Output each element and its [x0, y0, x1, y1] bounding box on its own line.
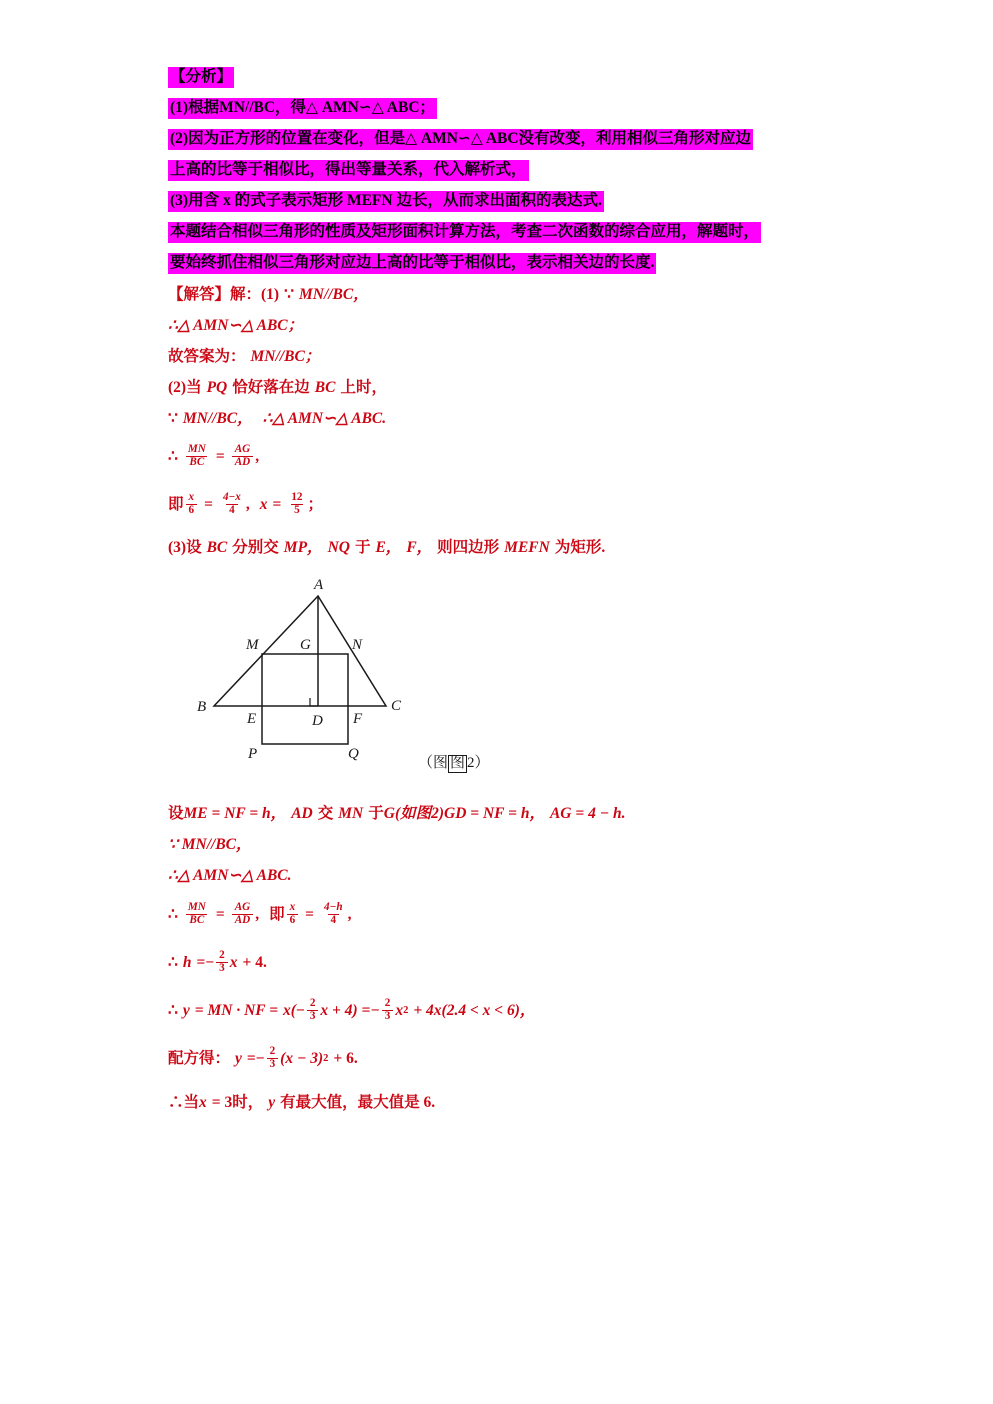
fraction-numerator: MN	[187, 900, 206, 913]
equation-trailing-comma: ,	[347, 906, 352, 924]
variable-x: x	[259, 496, 268, 514]
proof-line-3	[168, 860, 868, 891]
fraction-numerator: AG	[234, 442, 251, 455]
conclusion-x: x	[199, 1094, 207, 1112]
answer-part2-line	[168, 372, 868, 403]
proof-line-2-text: ∵ MN//BC，	[168, 835, 252, 853]
proof-line-1-yu: 于	[368, 804, 384, 822]
fraction-numerator: 2	[219, 948, 225, 961]
variable-y-2: y	[235, 1050, 242, 1068]
variable-h: h	[182, 954, 192, 972]
fraction-mn-over-bc	[185, 444, 209, 468]
answer-part2-therefore: ∴△ AMN∽△ ABC.	[262, 409, 387, 427]
analysis-line-4-text: (3)用含 x 的式子表示矩形 MEFN 边长，从而求出面积的表达式.	[168, 191, 604, 212]
fraction-denominator: 6	[186, 504, 198, 517]
fraction-4-minus-x-over-4	[220, 492, 244, 516]
fraction-denominator: 3	[307, 1010, 319, 1023]
equals-sign: =	[215, 906, 225, 924]
fraction-denominator: AD	[232, 914, 254, 927]
fraction-4-minus-h-over-4	[321, 902, 346, 926]
fraction-ag-over-ad	[232, 444, 254, 468]
x-plus-4-close: x + 4) =−	[320, 1002, 380, 1020]
analysis-line-4	[168, 186, 868, 217]
figure-caption-close: ）	[474, 755, 490, 771]
ji-prefix: 即	[168, 496, 184, 514]
answer-heading: 【解答】解：	[168, 285, 262, 303]
proof-line-1-ag: AG = 4 − h.	[549, 804, 626, 822]
analysis-line-3	[168, 155, 868, 186]
proof-line-1-a: 设	[168, 804, 184, 822]
answer-part2-text-a: 当	[186, 378, 202, 396]
proof-line-1-jiao: 交	[317, 804, 334, 822]
fraction-12-over-5	[288, 492, 305, 516]
fraction-numerator: 4−x	[222, 490, 241, 503]
plus-six-term: + 6.	[333, 1050, 358, 1068]
answer-part3-line	[168, 530, 868, 566]
analysis-heading-line	[168, 62, 868, 93]
answer-part2-mnbc: MN//BC，	[182, 409, 253, 427]
equation-mn-bc-ag-ad	[168, 434, 868, 480]
domain-expression: + 4x(2.4 < x < 6)，	[413, 1002, 536, 1020]
figure-vertex-labels	[197, 577, 402, 762]
proof-line-2	[168, 829, 868, 860]
fraction-x-over-6	[186, 492, 198, 516]
analysis-line-2-text: (2)因为正方形的位置在变化，但是△ AMN∽△ ABC没有改变，利用相似三角形对应边	[168, 129, 753, 150]
fraction-denominator: 4	[226, 504, 238, 517]
equals-minus-sign-2: =−	[246, 1050, 265, 1068]
fraction-denominator: 5	[291, 504, 303, 517]
binomial-x-minus-3: (x − 3)	[280, 1050, 324, 1068]
answer-part2-pq: PQ	[206, 378, 228, 396]
answer-heading-line	[168, 279, 868, 310]
answer-part3-b: 分别交	[232, 539, 279, 557]
therefore-symbol-icon-5: ∴	[168, 1002, 178, 1020]
variable-x-3: x	[395, 1002, 404, 1020]
variable-y: y	[182, 1002, 190, 1020]
therefore-symbol-icon-3: ∴	[168, 906, 178, 924]
fraction-denominator: 3	[267, 1058, 279, 1071]
label-A: A	[314, 577, 324, 593]
answer-part2-bc: BC	[314, 378, 336, 396]
answer-part3-e: E，	[375, 539, 402, 557]
answer-part3-mp: MP，	[283, 539, 323, 557]
analysis-line-6-text: 要始终抓住相似三角形对应边上高的比等于相似比，表示相关边的长度.	[168, 253, 656, 274]
geometry-figure	[190, 566, 650, 798]
proof-line-1-b: ME = NF = h，	[183, 804, 287, 822]
conclusion-c: 有最大值，最大值是 6.	[280, 1094, 436, 1112]
equation-h-formula	[168, 939, 868, 987]
answer-gu-line	[168, 341, 868, 372]
because-symbol-icon: ∵	[284, 285, 294, 303]
label-E: E	[247, 711, 257, 727]
fraction-denominator: 6	[287, 914, 299, 927]
analysis-line-5	[168, 217, 868, 248]
answer-part3-f: F，	[406, 539, 433, 557]
equation-comma: ,	[245, 496, 250, 514]
fraction-2-over-3-4	[267, 1046, 279, 1070]
fraction-mn-over-bc-2	[185, 902, 209, 926]
fraction-ag-over-ad-2	[232, 902, 254, 926]
product-mn-nf: = MN · NF =	[194, 1002, 279, 1020]
label-M: M	[246, 637, 259, 653]
equals-minus-sign: =−	[196, 954, 215, 972]
equation-trailing-semicolon: ；	[307, 496, 323, 514]
answer-part2-label: (2)	[168, 378, 187, 396]
fraction-2-over-3-3	[382, 998, 394, 1022]
answer-part3-c: 于	[354, 539, 371, 557]
document-content	[168, 62, 868, 1123]
equation-area-function: ∴ y = MN · NF = x( − $\frac{2}{3}$ x + 4) =− $\frac{2}{3}$ x 2 + 4x(2.4 < x < 6)，	[168, 996, 536, 1022]
figure-caption-number: 2	[467, 755, 475, 771]
equation-vertex-form: 配方得： y =− $\frac{2}{3}$ (x − 3) 2 + 6.	[168, 1044, 358, 1070]
answer-gu-label: 故答案为：	[168, 347, 246, 365]
answer-part2-text-b: 恰好落在边	[232, 378, 310, 396]
fraction-numerator: x	[188, 490, 195, 503]
fraction-denominator: 3	[216, 962, 228, 975]
proof-line-1	[168, 798, 868, 829]
analysis-line-5-text: 本题结合相似三角形的性质及矩形面积计算方法，考查二次函数的综合应用，解题时，	[168, 222, 761, 243]
fraction-denominator: BC	[186, 456, 207, 469]
answer-part3-d: 则四边形	[437, 539, 500, 557]
answer-part3-bc: BC	[206, 539, 228, 557]
conclusion-b: = 3时，	[211, 1094, 264, 1112]
equals-sign-2: =	[305, 906, 315, 924]
label-G: G	[300, 637, 311, 653]
fraction-numerator: 2	[269, 1044, 276, 1057]
variable-x-2: x	[229, 954, 238, 972]
equation-trailing-comma: ,	[255, 448, 260, 466]
proof-line-1-ad: AD	[291, 804, 313, 822]
analysis-line-2	[168, 124, 868, 155]
equals-sign: =	[215, 448, 225, 466]
label-F: F	[353, 711, 363, 727]
equals-sign: =	[204, 496, 213, 514]
label-P: P	[248, 746, 258, 762]
conclusion-a: ∴当	[168, 1094, 200, 1112]
answer-part3-mefn: MEFN	[504, 539, 550, 557]
right-angle-mark	[310, 698, 318, 706]
label-B: B	[197, 699, 207, 715]
fraction-numerator: x	[289, 900, 296, 913]
because-symbol-icon-2: ∵	[168, 409, 178, 427]
answer-part3-nq: NQ	[327, 539, 350, 557]
answer-part1-label: (1)	[261, 285, 280, 303]
therefore-symbol-icon: ∴	[168, 448, 178, 466]
fraction-denominator: 4	[328, 914, 340, 927]
plus-four-term: + 4.	[242, 954, 267, 972]
fraction-numerator: 12	[291, 490, 303, 503]
fraction-x-over-6-2	[287, 902, 299, 926]
analysis-line-1	[168, 93, 868, 124]
label-Q: Q	[348, 746, 359, 762]
conclusion-y: y	[268, 1094, 276, 1112]
fraction-2-over-3-2	[307, 998, 319, 1022]
proof-line-3-text: ∴△ AMN∽△ ABC.	[168, 866, 292, 884]
equation-proof-ratio	[168, 891, 868, 939]
answer-sim-line	[168, 310, 868, 341]
fraction-numerator: AG	[234, 900, 251, 913]
fraction-denominator: BC	[186, 914, 207, 927]
label-C: C	[391, 698, 402, 714]
equation-comma: ,	[255, 906, 260, 924]
equation-x-over-6	[168, 480, 868, 530]
answer-gu-math: MN//BC；	[250, 347, 321, 365]
peifang-prefix: 配方得：	[168, 1050, 231, 1068]
label-N: N	[352, 637, 363, 653]
fraction-numerator: 2	[309, 996, 316, 1009]
fraction-denominator: 3	[382, 1010, 394, 1023]
figure-caption	[418, 751, 490, 773]
answer-part2-reason-line	[168, 403, 868, 434]
fraction-numerator: 2	[384, 996, 391, 1009]
answer-part2-text-c: 上时，	[340, 378, 387, 396]
open-paren-x: x(	[283, 1002, 296, 1020]
fraction-numerator: 4−h	[324, 900, 343, 913]
fraction-2-over-3	[216, 950, 228, 974]
analysis-line-3-text: 上高的比等于相似比，得出等量关系，代入解析式，	[168, 160, 529, 181]
answer-part3-label: (3)	[168, 539, 187, 557]
analysis-line-1-text: (1)根据MN//BC，得△ AMN∽△ ABC；	[168, 98, 437, 119]
analysis-heading: 【分析】	[168, 67, 234, 88]
ji-prefix-2: 即	[269, 906, 285, 924]
answer-therefore-sim: ∴△ AMN∽△ ABC；	[168, 316, 304, 334]
figure-caption-boxed-char: 图	[450, 755, 466, 771]
conclusion-line	[168, 1083, 868, 1123]
proof-line-1-mn: MN	[338, 804, 364, 822]
square-mnqp-path	[262, 654, 348, 744]
answer-part3-a: 设	[186, 539, 202, 557]
answer-part3-e2: 为矩形.	[554, 539, 606, 557]
answer-part1-mnbc: MN//BC，	[298, 285, 369, 303]
fraction-numerator: MN	[187, 442, 206, 455]
figure-caption-open: （图	[418, 755, 449, 771]
fraction-denominator: AD	[232, 456, 254, 469]
proof-line-1-g: G(如图2)GD = NF = h，	[383, 804, 545, 822]
analysis-line-6	[168, 248, 868, 279]
equals-sign-2: =	[272, 496, 282, 514]
therefore-symbol-icon-4: ∴	[168, 954, 178, 972]
minus-sign: −	[295, 1002, 305, 1020]
label-D: D	[312, 713, 323, 729]
